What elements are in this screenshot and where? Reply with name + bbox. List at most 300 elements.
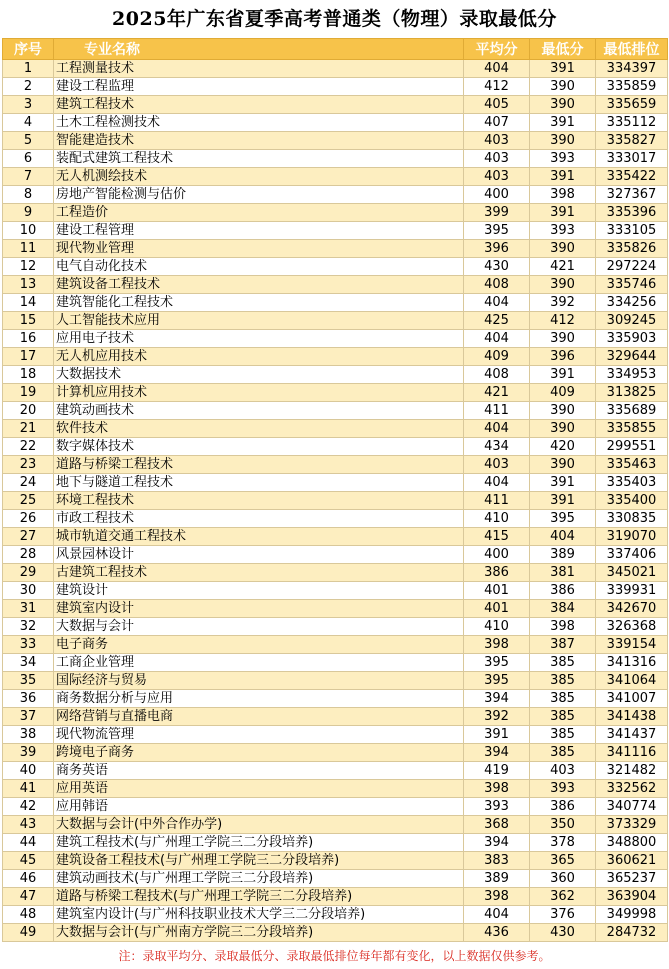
cell-avg: 395: [464, 672, 530, 690]
cell-rank: 335463: [596, 456, 668, 474]
cell-rank: 365237: [596, 870, 668, 888]
cell-name: 人工智能技术应用: [54, 312, 464, 330]
cell-name: 应用电子技术: [54, 330, 464, 348]
cell-rank: 327367: [596, 186, 668, 204]
cell-no: 8: [3, 186, 54, 204]
cell-rank: 333017: [596, 150, 668, 168]
cell-rank: 334256: [596, 294, 668, 312]
table-row: [3, 636, 668, 654]
cell-min: 404: [530, 528, 596, 546]
cell-rank: 335826: [596, 240, 668, 258]
table-row: [3, 240, 668, 258]
table-row: [3, 744, 668, 762]
cell-no: 31: [3, 600, 54, 618]
cell-avg: 411: [464, 402, 530, 420]
cell-avg: 398: [464, 888, 530, 906]
cell-rank: 335855: [596, 420, 668, 438]
cell-no: 16: [3, 330, 54, 348]
cell-avg: 421: [464, 384, 530, 402]
cell-no: 39: [3, 744, 54, 762]
cell-avg: 404: [464, 906, 530, 924]
cell-avg: 395: [464, 222, 530, 240]
table-row: [3, 816, 668, 834]
table-row: [3, 258, 668, 276]
header-min: 最低分: [530, 39, 596, 60]
cell-min: 393: [530, 780, 596, 798]
cell-avg: 430: [464, 258, 530, 276]
table-row: [3, 150, 668, 168]
cell-rank: 335689: [596, 402, 668, 420]
cell-name: 智能建造技术: [54, 132, 464, 150]
cell-no: 41: [3, 780, 54, 798]
cell-min: 390: [530, 330, 596, 348]
cell-min: 385: [530, 690, 596, 708]
cell-no: 6: [3, 150, 54, 168]
cell-rank: 345021: [596, 564, 668, 582]
cell-min: 390: [530, 132, 596, 150]
cell-avg: 404: [464, 420, 530, 438]
table-header-row: [3, 39, 668, 60]
cell-rank: 363904: [596, 888, 668, 906]
cell-no: 12: [3, 258, 54, 276]
cell-rank: 329644: [596, 348, 668, 366]
cell-avg: 403: [464, 132, 530, 150]
cell-name: 无人机应用技术: [54, 348, 464, 366]
table-row: [3, 762, 668, 780]
cell-no: 17: [3, 348, 54, 366]
cell-rank: 337406: [596, 546, 668, 564]
cell-name: 电子商务: [54, 636, 464, 654]
footnote: 注：录取平均分、录取最低分、录取最低排位每年都有变化，以上数据仅供参考。: [118, 949, 551, 963]
header-name: 专业名称: [54, 39, 464, 60]
cell-name: 跨境电子商务: [54, 744, 464, 762]
cell-no: 35: [3, 672, 54, 690]
cell-avg: 399: [464, 204, 530, 222]
cell-min: 350: [530, 816, 596, 834]
table-row: [3, 78, 668, 96]
table-body: [3, 60, 668, 942]
cell-rank: 341007: [596, 690, 668, 708]
cell-avg: 409: [464, 348, 530, 366]
cell-min: 390: [530, 456, 596, 474]
cell-name: 应用英语: [54, 780, 464, 798]
cell-rank: 333105: [596, 222, 668, 240]
cell-avg: 400: [464, 186, 530, 204]
cell-avg: 405: [464, 96, 530, 114]
cell-min: 378: [530, 834, 596, 852]
cell-rank: 297224: [596, 258, 668, 276]
table-row: [3, 204, 668, 222]
cell-name: 现代物业管理: [54, 240, 464, 258]
cell-min: 387: [530, 636, 596, 654]
cell-avg: 394: [464, 690, 530, 708]
cell-no: 5: [3, 132, 54, 150]
cell-min: 360: [530, 870, 596, 888]
cell-name: 道路与桥梁工程技术(与广州理工学院三二分段培养): [54, 888, 464, 906]
cell-rank: 335396: [596, 204, 668, 222]
cell-rank: 335903: [596, 330, 668, 348]
cell-rank: 335112: [596, 114, 668, 132]
table-row: [3, 564, 668, 582]
cell-min: 386: [530, 582, 596, 600]
table-row: [3, 708, 668, 726]
cell-min: 403: [530, 762, 596, 780]
table-row: [3, 294, 668, 312]
cell-name: 大数据与会计: [54, 618, 464, 636]
cell-name: 无人机测绘技术: [54, 168, 464, 186]
table-row: [3, 438, 668, 456]
cell-rank: 335422: [596, 168, 668, 186]
cell-avg: 400: [464, 546, 530, 564]
cell-no: 34: [3, 654, 54, 672]
cell-rank: 341116: [596, 744, 668, 762]
cell-no: 21: [3, 420, 54, 438]
cell-name: 现代物流管理: [54, 726, 464, 744]
cell-avg: 368: [464, 816, 530, 834]
cell-no: 42: [3, 798, 54, 816]
cell-name: 道路与桥梁工程技术: [54, 456, 464, 474]
table-row: [3, 348, 668, 366]
cell-min: 385: [530, 654, 596, 672]
cell-rank: 313825: [596, 384, 668, 402]
cell-no: 19: [3, 384, 54, 402]
table-row: [3, 546, 668, 564]
table-row: [3, 870, 668, 888]
table-row: [3, 582, 668, 600]
cell-rank: 339931: [596, 582, 668, 600]
header-avg: 平均分: [464, 39, 530, 60]
cell-name: 风景园林设计: [54, 546, 464, 564]
cell-name: 电气自动化技术: [54, 258, 464, 276]
cell-rank: 334397: [596, 60, 668, 78]
cell-name: 大数据技术: [54, 366, 464, 384]
cell-name: 应用韩语: [54, 798, 464, 816]
cell-min: 385: [530, 744, 596, 762]
cell-no: 23: [3, 456, 54, 474]
cell-name: 建筑工程技术: [54, 96, 464, 114]
cell-avg: 412: [464, 78, 530, 96]
cell-name: 地下与隧道工程技术: [54, 474, 464, 492]
cell-avg: 401: [464, 600, 530, 618]
cell-rank: 348800: [596, 834, 668, 852]
page-title: 2025年广东省夏季高考普通类（物理）录取最低分: [112, 8, 557, 30]
cell-min: 430: [530, 924, 596, 942]
table-row: [3, 780, 668, 798]
cell-rank: 284732: [596, 924, 668, 942]
cell-min: 420: [530, 438, 596, 456]
cell-min: 390: [530, 276, 596, 294]
cell-avg: 396: [464, 240, 530, 258]
cell-no: 49: [3, 924, 54, 942]
table-row: [3, 330, 668, 348]
cell-no: 40: [3, 762, 54, 780]
cell-avg: 392: [464, 708, 530, 726]
header-rank: 最低排位: [596, 39, 668, 60]
cell-rank: 349998: [596, 906, 668, 924]
table-row: [3, 726, 668, 744]
cell-min: 398: [530, 618, 596, 636]
table-row: [3, 276, 668, 294]
cell-avg: 395: [464, 654, 530, 672]
cell-rank: 326368: [596, 618, 668, 636]
cell-no: 26: [3, 510, 54, 528]
cell-rank: 341438: [596, 708, 668, 726]
cell-no: 7: [3, 168, 54, 186]
cell-name: 建筑智能化工程技术: [54, 294, 464, 312]
table-row: [3, 312, 668, 330]
cell-avg: 403: [464, 150, 530, 168]
cell-avg: 434: [464, 438, 530, 456]
cell-no: 48: [3, 906, 54, 924]
cell-rank: 335659: [596, 96, 668, 114]
cell-avg: 404: [464, 474, 530, 492]
cell-min: 412: [530, 312, 596, 330]
cell-avg: 411: [464, 492, 530, 510]
cell-name: 大数据与会计(与广州南方学院三二分段培养): [54, 924, 464, 942]
cell-rank: 335859: [596, 78, 668, 96]
cell-rank: 321482: [596, 762, 668, 780]
cell-no: 33: [3, 636, 54, 654]
table-row: [3, 132, 668, 150]
table-row: [3, 906, 668, 924]
cell-min: 376: [530, 906, 596, 924]
cell-no: 1: [3, 60, 54, 78]
cell-no: 15: [3, 312, 54, 330]
cell-no: 27: [3, 528, 54, 546]
table-row: [3, 834, 668, 852]
cell-no: 25: [3, 492, 54, 510]
table-row: [3, 654, 668, 672]
cell-min: 395: [530, 510, 596, 528]
cell-no: 18: [3, 366, 54, 384]
cell-min: 393: [530, 222, 596, 240]
cell-avg: 425: [464, 312, 530, 330]
cell-rank: 335400: [596, 492, 668, 510]
table-row: [3, 60, 668, 78]
table-row: [3, 798, 668, 816]
table-row: [3, 492, 668, 510]
cell-name: 商务英语: [54, 762, 464, 780]
cell-rank: 330835: [596, 510, 668, 528]
cell-name: 商务数据分析与应用: [54, 690, 464, 708]
cell-min: 391: [530, 204, 596, 222]
table-row: [3, 402, 668, 420]
cell-min: 381: [530, 564, 596, 582]
cell-no: 28: [3, 546, 54, 564]
table-row: [3, 366, 668, 384]
cell-no: 38: [3, 726, 54, 744]
cell-min: 391: [530, 60, 596, 78]
cell-min: 390: [530, 420, 596, 438]
cell-no: 14: [3, 294, 54, 312]
cell-avg: 408: [464, 366, 530, 384]
cell-avg: 410: [464, 510, 530, 528]
table-row: [3, 690, 668, 708]
cell-avg: 410: [464, 618, 530, 636]
cell-no: 9: [3, 204, 54, 222]
cell-rank: 339154: [596, 636, 668, 654]
table-row: [3, 186, 668, 204]
table-row: [3, 474, 668, 492]
cell-min: 386: [530, 798, 596, 816]
cell-name: 建筑工程技术(与广州理工学院三二分段培养): [54, 834, 464, 852]
cell-name: 建筑设计: [54, 582, 464, 600]
cell-no: 13: [3, 276, 54, 294]
cell-name: 建筑动画技术: [54, 402, 464, 420]
cell-min: 389: [530, 546, 596, 564]
cell-name: 计算机应用技术: [54, 384, 464, 402]
cell-min: 391: [530, 114, 596, 132]
cell-no: 47: [3, 888, 54, 906]
cell-name: 工程造价: [54, 204, 464, 222]
table-row: [3, 114, 668, 132]
cell-name: 国际经济与贸易: [54, 672, 464, 690]
cell-rank: 360621: [596, 852, 668, 870]
cell-rank: 340774: [596, 798, 668, 816]
cell-name: 建筑动画技术(与广州理工学院三二分段培养): [54, 870, 464, 888]
cell-name: 网络营销与直播电商: [54, 708, 464, 726]
cell-avg: 404: [464, 294, 530, 312]
cell-min: 385: [530, 708, 596, 726]
cell-no: 45: [3, 852, 54, 870]
cell-name: 古建筑工程技术: [54, 564, 464, 582]
cell-min: 391: [530, 492, 596, 510]
table-row: [3, 672, 668, 690]
cell-min: 391: [530, 168, 596, 186]
cell-name: 数字媒体技术: [54, 438, 464, 456]
cell-rank: 334953: [596, 366, 668, 384]
cell-min: 398: [530, 186, 596, 204]
cell-no: 36: [3, 690, 54, 708]
cell-name: 建筑室内设计: [54, 600, 464, 618]
cell-min: 391: [530, 474, 596, 492]
cell-rank: 309245: [596, 312, 668, 330]
cell-name: 环境工程技术: [54, 492, 464, 510]
cell-avg: 401: [464, 582, 530, 600]
cell-rank: 341437: [596, 726, 668, 744]
cell-avg: 398: [464, 636, 530, 654]
cell-avg: 398: [464, 780, 530, 798]
cell-name: 市政工程技术: [54, 510, 464, 528]
table-row: [3, 168, 668, 186]
cell-min: 393: [530, 150, 596, 168]
cell-avg: 415: [464, 528, 530, 546]
cell-min: 385: [530, 672, 596, 690]
cell-no: 11: [3, 240, 54, 258]
cell-min: 390: [530, 78, 596, 96]
cell-name: 建筑设备工程技术(与广州理工学院三二分段培养): [54, 852, 464, 870]
cell-rank: 332562: [596, 780, 668, 798]
cell-name: 大数据与会计(中外合作办学): [54, 816, 464, 834]
table-row: [3, 600, 668, 618]
table-row: [3, 96, 668, 114]
cell-name: 房地产智能检测与估价: [54, 186, 464, 204]
table-row: [3, 888, 668, 906]
cell-no: 2: [3, 78, 54, 96]
cell-min: 390: [530, 240, 596, 258]
cell-avg: 419: [464, 762, 530, 780]
cell-min: 421: [530, 258, 596, 276]
cell-min: 409: [530, 384, 596, 402]
cell-name: 建设工程监理: [54, 78, 464, 96]
cell-name: 土木工程检测技术: [54, 114, 464, 132]
cell-avg: 403: [464, 456, 530, 474]
table-row: [3, 510, 668, 528]
cell-avg: 391: [464, 726, 530, 744]
cell-rank: 335746: [596, 276, 668, 294]
cell-no: 46: [3, 870, 54, 888]
cell-rank: 341316: [596, 654, 668, 672]
cell-min: 362: [530, 888, 596, 906]
cell-no: 4: [3, 114, 54, 132]
cell-avg: 404: [464, 330, 530, 348]
cell-min: 365: [530, 852, 596, 870]
cell-no: 29: [3, 564, 54, 582]
cell-no: 3: [3, 96, 54, 114]
cell-rank: 335827: [596, 132, 668, 150]
table-row: [3, 852, 668, 870]
cell-min: 396: [530, 348, 596, 366]
cell-no: 44: [3, 834, 54, 852]
cell-avg: 393: [464, 798, 530, 816]
cell-name: 软件技术: [54, 420, 464, 438]
header-no: 序号: [3, 39, 54, 60]
table-row: [3, 384, 668, 402]
cell-avg: 394: [464, 834, 530, 852]
cell-no: 43: [3, 816, 54, 834]
cell-avg: 403: [464, 168, 530, 186]
cell-no: 32: [3, 618, 54, 636]
cell-no: 10: [3, 222, 54, 240]
cell-name: 城市轨道交通工程技术: [54, 528, 464, 546]
cell-rank: 342670: [596, 600, 668, 618]
cell-name: 工商企业管理: [54, 654, 464, 672]
cell-rank: 373329: [596, 816, 668, 834]
cell-min: 385: [530, 726, 596, 744]
cell-no: 24: [3, 474, 54, 492]
cell-min: 392: [530, 294, 596, 312]
table-row: [3, 618, 668, 636]
cell-min: 390: [530, 96, 596, 114]
cell-rank: 319070: [596, 528, 668, 546]
cell-no: 30: [3, 582, 54, 600]
cell-avg: 436: [464, 924, 530, 942]
table-row: [3, 528, 668, 546]
cell-no: 20: [3, 402, 54, 420]
cell-no: 22: [3, 438, 54, 456]
cell-no: 37: [3, 708, 54, 726]
table-row: [3, 222, 668, 240]
cell-avg: 407: [464, 114, 530, 132]
cell-rank: 299551: [596, 438, 668, 456]
cell-avg: 408: [464, 276, 530, 294]
table-row: [3, 420, 668, 438]
cell-rank: 341064: [596, 672, 668, 690]
cell-name: 工程测量技术: [54, 60, 464, 78]
cell-name: 建筑室内设计(与广州科技职业技术大学三二分段培养): [54, 906, 464, 924]
cell-avg: 383: [464, 852, 530, 870]
cell-min: 390: [530, 402, 596, 420]
cell-name: 建设工程管理: [54, 222, 464, 240]
cell-min: 384: [530, 600, 596, 618]
table-row: [3, 456, 668, 474]
table-row: [3, 924, 668, 942]
cell-name: 建筑设备工程技术: [54, 276, 464, 294]
cell-rank: 335403: [596, 474, 668, 492]
cell-avg: 386: [464, 564, 530, 582]
cell-avg: 389: [464, 870, 530, 888]
cell-avg: 404: [464, 60, 530, 78]
